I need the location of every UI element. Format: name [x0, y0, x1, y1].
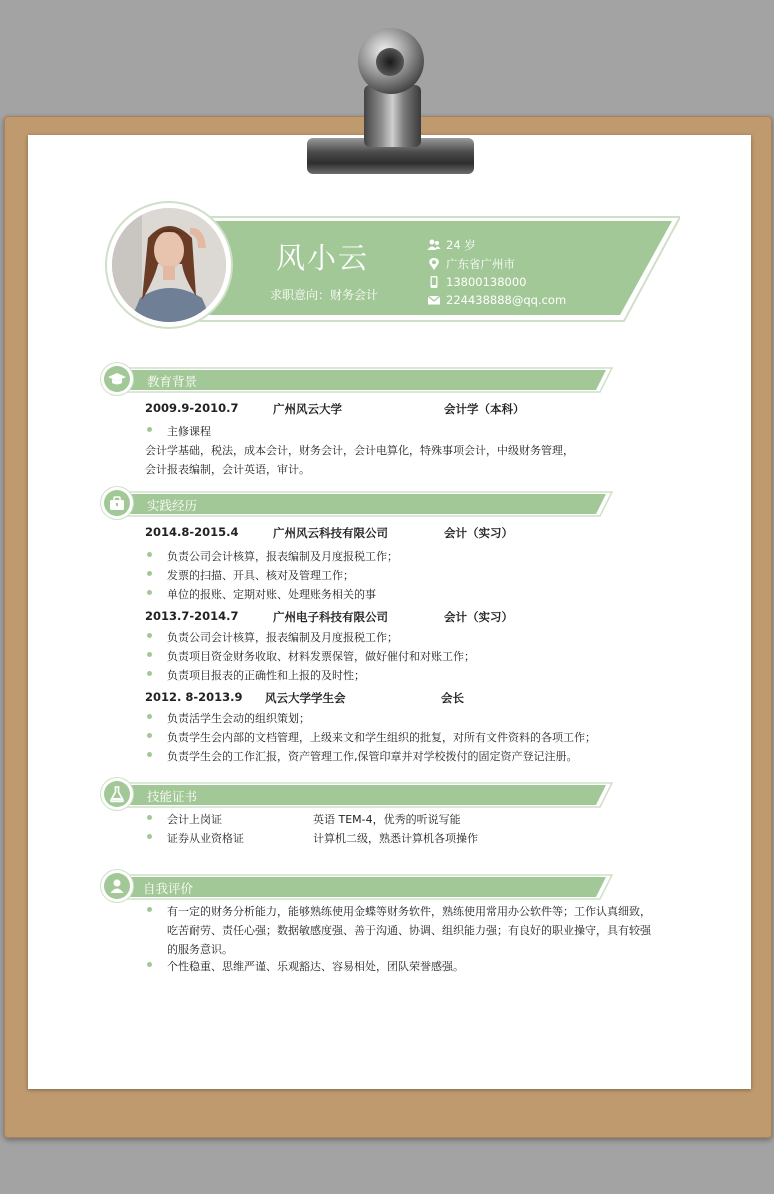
- info-location: [427, 256, 515, 272]
- avatar: [107, 203, 231, 327]
- edu-school: 广州风云大学: [273, 402, 342, 416]
- graduation-cap-icon: [104, 366, 130, 392]
- email-text: 224438888@qq.com: [446, 293, 567, 307]
- info-age: [427, 237, 476, 253]
- edu-courses-line1: 会计学基础，税法，成本会计，财务会计，会计电算化，特殊事项会计，中级财务管理，: [145, 444, 574, 457]
- person-name: 风小云: [276, 241, 370, 275]
- location-text: 广东省广州市: [446, 257, 515, 271]
- briefcase-icon: [104, 490, 130, 516]
- location-icon: [427, 257, 441, 271]
- section-title-practice: 实践经历: [147, 498, 198, 513]
- bullet: [147, 590, 152, 595]
- exp2-role: 会长: [441, 691, 464, 705]
- skill1-left: 证券从业资格证: [167, 832, 244, 845]
- exp1-item2: 负责项目报表的正确性和上报的及时性；: [167, 669, 365, 682]
- user-icon: [427, 238, 441, 252]
- person-icon: [104, 873, 130, 899]
- self-line1: 有一定的财务分析能力，能够熟练使用金蝶等财务软件，熟练使用常用办公软件等；工作认真细致，: [167, 905, 651, 918]
- skill1-right: 计算机二级，熟悉计算机各项操作: [313, 832, 478, 845]
- edu-major: 会计学（本科）: [444, 402, 525, 416]
- bullet: [147, 552, 152, 557]
- phone-icon: [427, 275, 441, 289]
- exp1-role: 会计（实习）: [444, 610, 513, 624]
- bullet: [147, 752, 152, 757]
- clip-hole: [376, 48, 404, 76]
- self-line4: 个性稳重、思维严谨、乐观豁达、容易相处，团队荣誉感强。: [167, 960, 464, 973]
- bullet: [147, 652, 152, 657]
- exp0-period: 2014.8-2015.4: [145, 525, 239, 539]
- age-text: 24 岁: [446, 238, 476, 252]
- bullet: [147, 815, 152, 820]
- bullet: [147, 714, 152, 719]
- edu-courses-label: 主修课程: [167, 425, 211, 438]
- exp2-item1: 负责学生会内部的文档管理，上级来文和学生组织的批复，对所有文件资料的各项工作；: [167, 731, 596, 744]
- bullet: [147, 427, 152, 432]
- info-phone: [427, 275, 526, 289]
- bullet: [147, 571, 152, 576]
- exp2-org: 风云大学学生会: [265, 691, 346, 705]
- info-email: [427, 293, 566, 307]
- job-intent: 求职意向：财务会计: [270, 288, 379, 302]
- exp0-item1: 发票的扫描、开具、核对及管理工作；: [167, 569, 354, 582]
- bullet: [147, 962, 152, 967]
- exp0-item2: 单位的报账、定期对账、处理账务相关的事: [167, 588, 376, 601]
- exp0-role: 会计（实习）: [444, 526, 513, 540]
- self-line3: 的服务意识。: [167, 943, 233, 956]
- self-line2: 吃苦耐劳、责任心强；数据敏感度强、善于沟通、协调、组织能力强；有良好的职业操守，具有较强: [167, 924, 651, 937]
- exp2-item2: 负责学生会的工作汇报，资产管理工作,保管印章并对学校拨付的固定资产登记注册。: [167, 750, 578, 763]
- phone-text: 13800138000: [446, 275, 527, 289]
- bullet: [147, 733, 152, 738]
- exp2-period: 2012. 8-2013.9: [145, 690, 243, 704]
- exp0-item0: 负责公司会计核算，报表编制及月度报税工作；: [167, 550, 398, 563]
- exp1-org: 广州电子科技有限公司: [273, 610, 388, 624]
- bullet: [147, 671, 152, 676]
- bullet: [147, 834, 152, 839]
- portrait-image: [112, 208, 226, 322]
- exp2-item0: 负责活学生会动的组织策划；: [167, 712, 310, 725]
- exp1-item1: 负责项目资金财务收取、材料发票保管，做好催付和对账工作；: [167, 650, 475, 663]
- skill0-left: 会计上岗证: [167, 813, 222, 826]
- clip-neck: [364, 85, 421, 147]
- section-title-self: 自我评价: [143, 881, 194, 896]
- bullet: [147, 633, 152, 638]
- skill0-right: 英语 TEM-4，优秀的听说写能: [313, 813, 461, 826]
- exp0-org: 广州风云科技有限公司: [273, 526, 388, 540]
- exp1-period: 2013.7-2014.7: [145, 609, 239, 623]
- section-title-skills: 技能证书: [147, 789, 198, 804]
- exp1-item0: 负责公司会计核算，报表编制及月度报税工作；: [167, 631, 398, 644]
- flask-icon: [104, 781, 130, 807]
- mail-icon: [427, 293, 441, 307]
- edu-courses-line2: 会计报表编制，会计英语，审计。: [145, 463, 310, 476]
- bullet: [147, 907, 152, 912]
- section-title-education: 教育背景: [147, 374, 198, 389]
- edu-period: 2009.9-2010.7: [145, 401, 239, 415]
